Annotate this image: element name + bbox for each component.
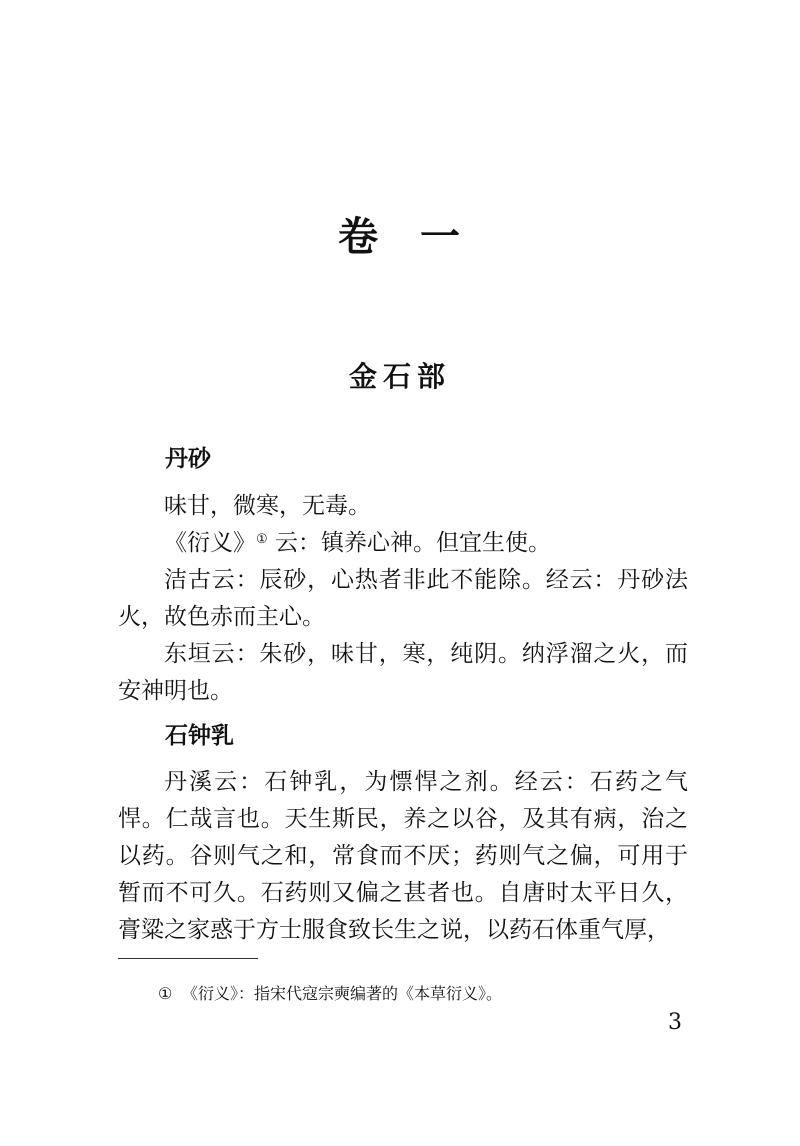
paragraph-danxi: 丹溪云：石钟乳，为慓悍之剂。经云：石药之气悍。仁哉言也。天生斯民，养之以谷，及其有病，治之以药。谷则气之和，常食而不厌；药则气之偏，可用于暂而不可久。石药则又偏之甚者也。自唐时太平日久，膏粱之家惑于方士服食致长生之说，以药石体重气厚， — [118, 769, 688, 943]
entry-title-stalactite: 石钟乳 — [165, 723, 234, 749]
footnote-divider — [118, 958, 258, 959]
page-number: 3 — [668, 1010, 682, 1035]
paragraph-yanyi-source: 《衍义》 — [164, 530, 256, 556]
entry-title-cinnabar: 丹砂 — [165, 446, 211, 472]
footnote-reference: ① — [256, 532, 268, 547]
footnote-text: 《衍义》：指宋代寇宗奭编著的《本草衍义》。 — [182, 984, 503, 1003]
paragraph-yanyi — [118, 525, 688, 562]
volume-title — [0, 205, 800, 262]
paragraph-taste: 味甘，微寒，无毒。 — [164, 493, 371, 519]
volume-title-left: 卷 — [338, 214, 380, 260]
section-title: 金石部 — [348, 360, 451, 393]
paragraph-jiegu: 洁古云：辰砂，心热者非此不能除。经云：丹砂法火，故色赤而主心。 — [118, 567, 688, 630]
footnote — [158, 982, 718, 1006]
paragraph-dongyuan: 东垣云：朱砂，味甘，寒，纯阴。纳浮溜之火，而安神明也。 — [118, 641, 688, 704]
paragraph-yanyi-text: 云：镇养心神。但宜生使。 — [267, 530, 551, 556]
footnote-mark: ① — [158, 984, 173, 1003]
volume-title-right: 一 — [420, 214, 462, 260]
